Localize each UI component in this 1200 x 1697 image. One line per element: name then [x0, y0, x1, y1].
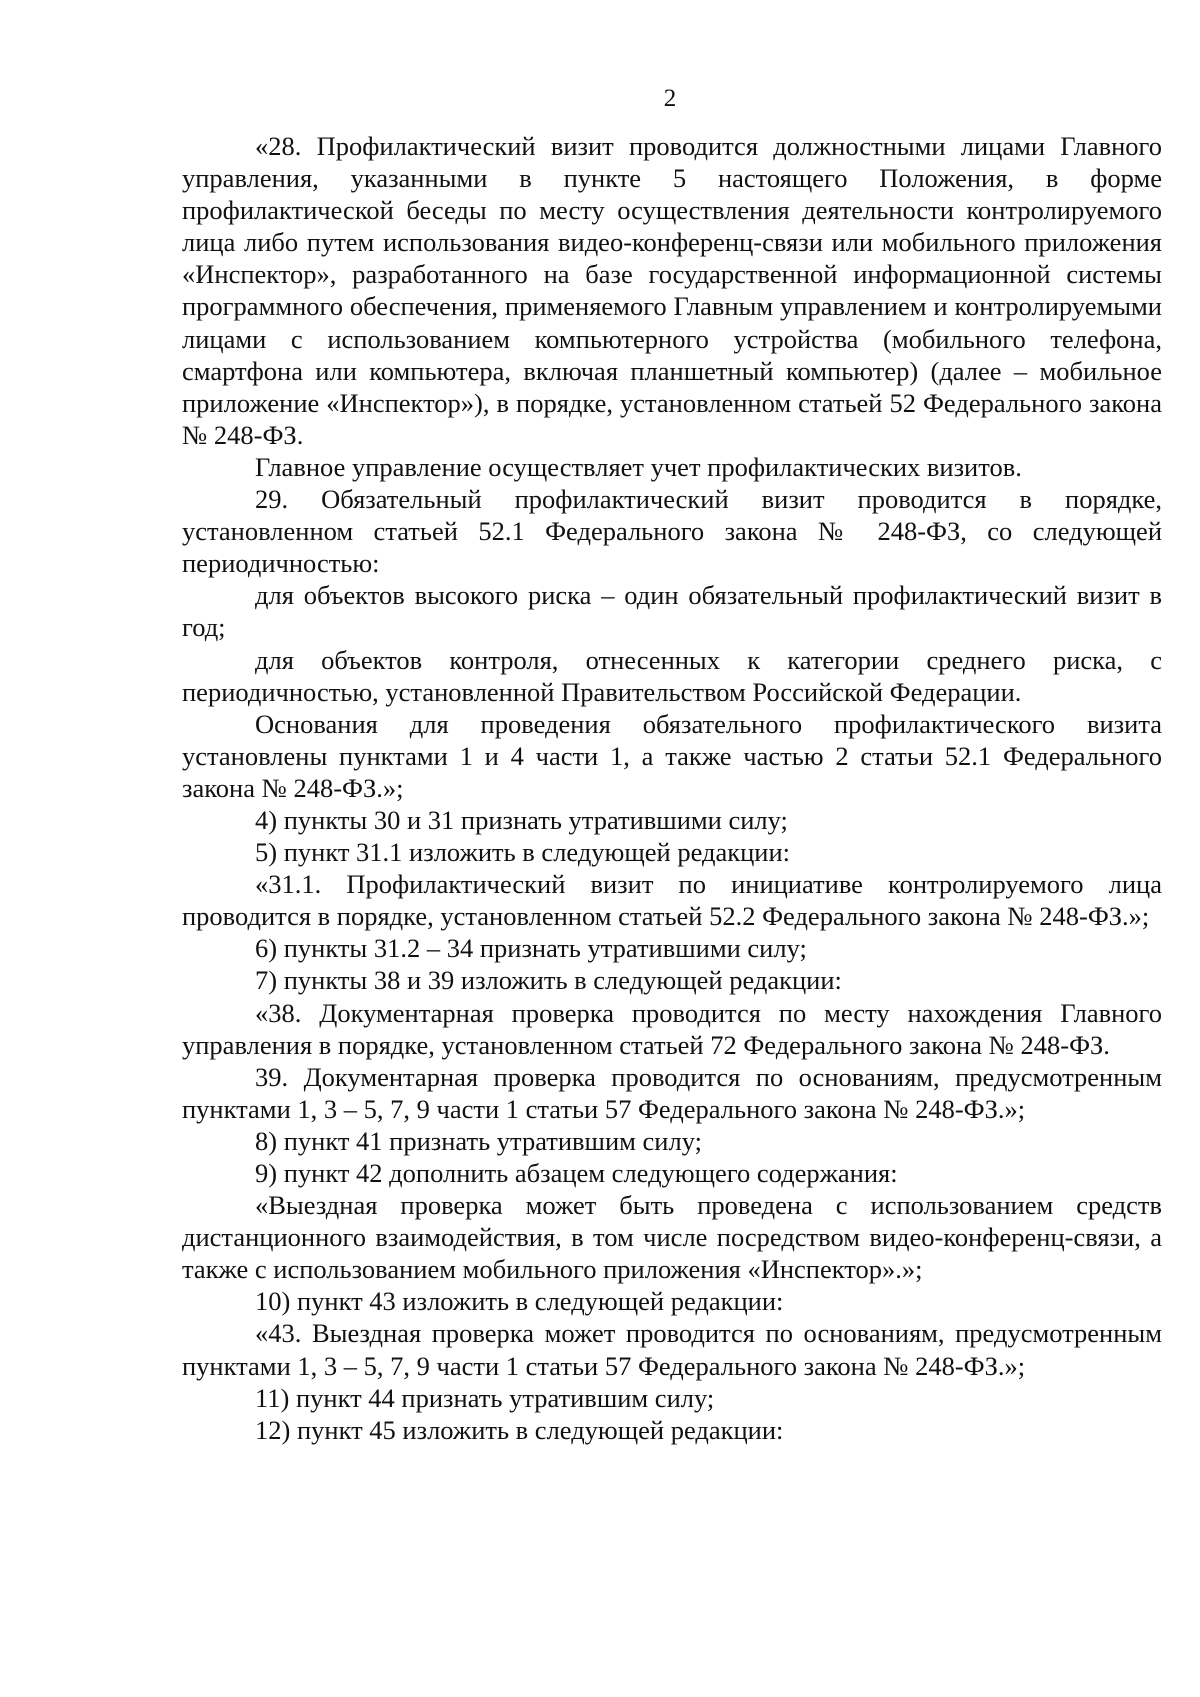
paragraph: 8) пункт 41 признать утратившим силу;: [255, 1125, 702, 1156]
paragraph: 5) пункт 31.1 изложить в следующей редакции:: [255, 837, 791, 868]
paragraph: Главное управление осуществляет учет профилактических визитов.: [255, 451, 1022, 482]
paragraph: 12) пункт 45 изложить в следующей редакции:: [255, 1414, 784, 1445]
paragraph: 29. Обязательный профилактический визит проводится в порядке, установленном статьей 52.1 Федерального закона № 248-ФЗ, со следующей периодичностью:: [182, 484, 1162, 579]
paragraph: «28. Профилактический визит проводится должностными лицами Главного управления, указанными в пункте 5 настоящего Положения, в форме профилактической беседы по месту осуществления деятельности контролируемого лица либо путем использования видео-конференц-связи или мобильного приложения «Инспектор», разработанного на базе государственной информационной системы программного обеспечения, применяемого Главным управлением и контролируемыми лицами с использованием компьютерного устройства (мобильного телефона, смартфона или компьютера, включая планшетный компьютер) (далее – мобильное приложение «Инспектор»), в порядке, установленном статьей 52 Федерального закона № 248-ФЗ.: [182, 131, 1162, 450]
paragraph: 6) пункты 31.2 – 34 признать утратившими силу;: [255, 933, 807, 964]
paragraph: 7) пункты 38 и 39 изложить в следующей редакции:: [255, 965, 842, 996]
paragraph: 9) пункт 42 дополнить абзацем следующего содержания:: [255, 1158, 898, 1188]
paragraph: «31.1. Профилактический визит по инициативе контролируемого лица проводится в порядке, установленном статьей 52.2 Федерального закона № 248-ФЗ.»;: [182, 869, 1162, 932]
document-body: [182, 130, 1162, 1446]
paragraph: «Выездная проверка может быть проведена с использованием средств дистанционного взаимодействия, в том числе посредством видео-конференц-связи, а также с использованием мобильного приложения «Инспектор».»;: [182, 1190, 1162, 1285]
paragraph: 10) пункт 43 изложить в следующей редакции:: [255, 1286, 784, 1317]
paragraph: 4) пункты 30 и 31 признать утратившими силу;: [255, 804, 788, 835]
paragraph: «38. Документарная проверка проводится по месту нахождения Главного управления в порядке, установленном статьей 72 Федерального закона № 248-ФЗ.: [182, 997, 1162, 1060]
paragraph: для объектов высокого риска – один обязательный профилактический визит в год;: [182, 580, 1162, 643]
paragraph: «43. Выездная проверка может проводится по основаниям, предусмотренным пунктами 1, 3 – 5, 7, 9 части 1 статьи 57 Федерального закона № 248-ФЗ.»;: [182, 1318, 1162, 1381]
paragraph: 11) пункт 44 признать утратившим силу;: [255, 1382, 715, 1413]
paragraph: Основания для проведения обязательного профилактического визита установлены пунктами 1 и 4 части 1, а также частью 2 статьи 52.1 Федерального закона № 248-ФЗ.»;: [182, 708, 1162, 803]
page-number: 2: [663, 85, 677, 112]
paragraph: для объектов контроля, отнесенных к категории среднего риска, с периодичностью, установленной Правительством Российской Федерации.: [182, 644, 1162, 707]
paragraph: 39. Документарная проверка проводится по основаниям, предусмотренным пунктами 1, 3 – 5, 7, 9 части 1 статьи 57 Федерального закона № 248-ФЗ.»;: [182, 1061, 1162, 1124]
